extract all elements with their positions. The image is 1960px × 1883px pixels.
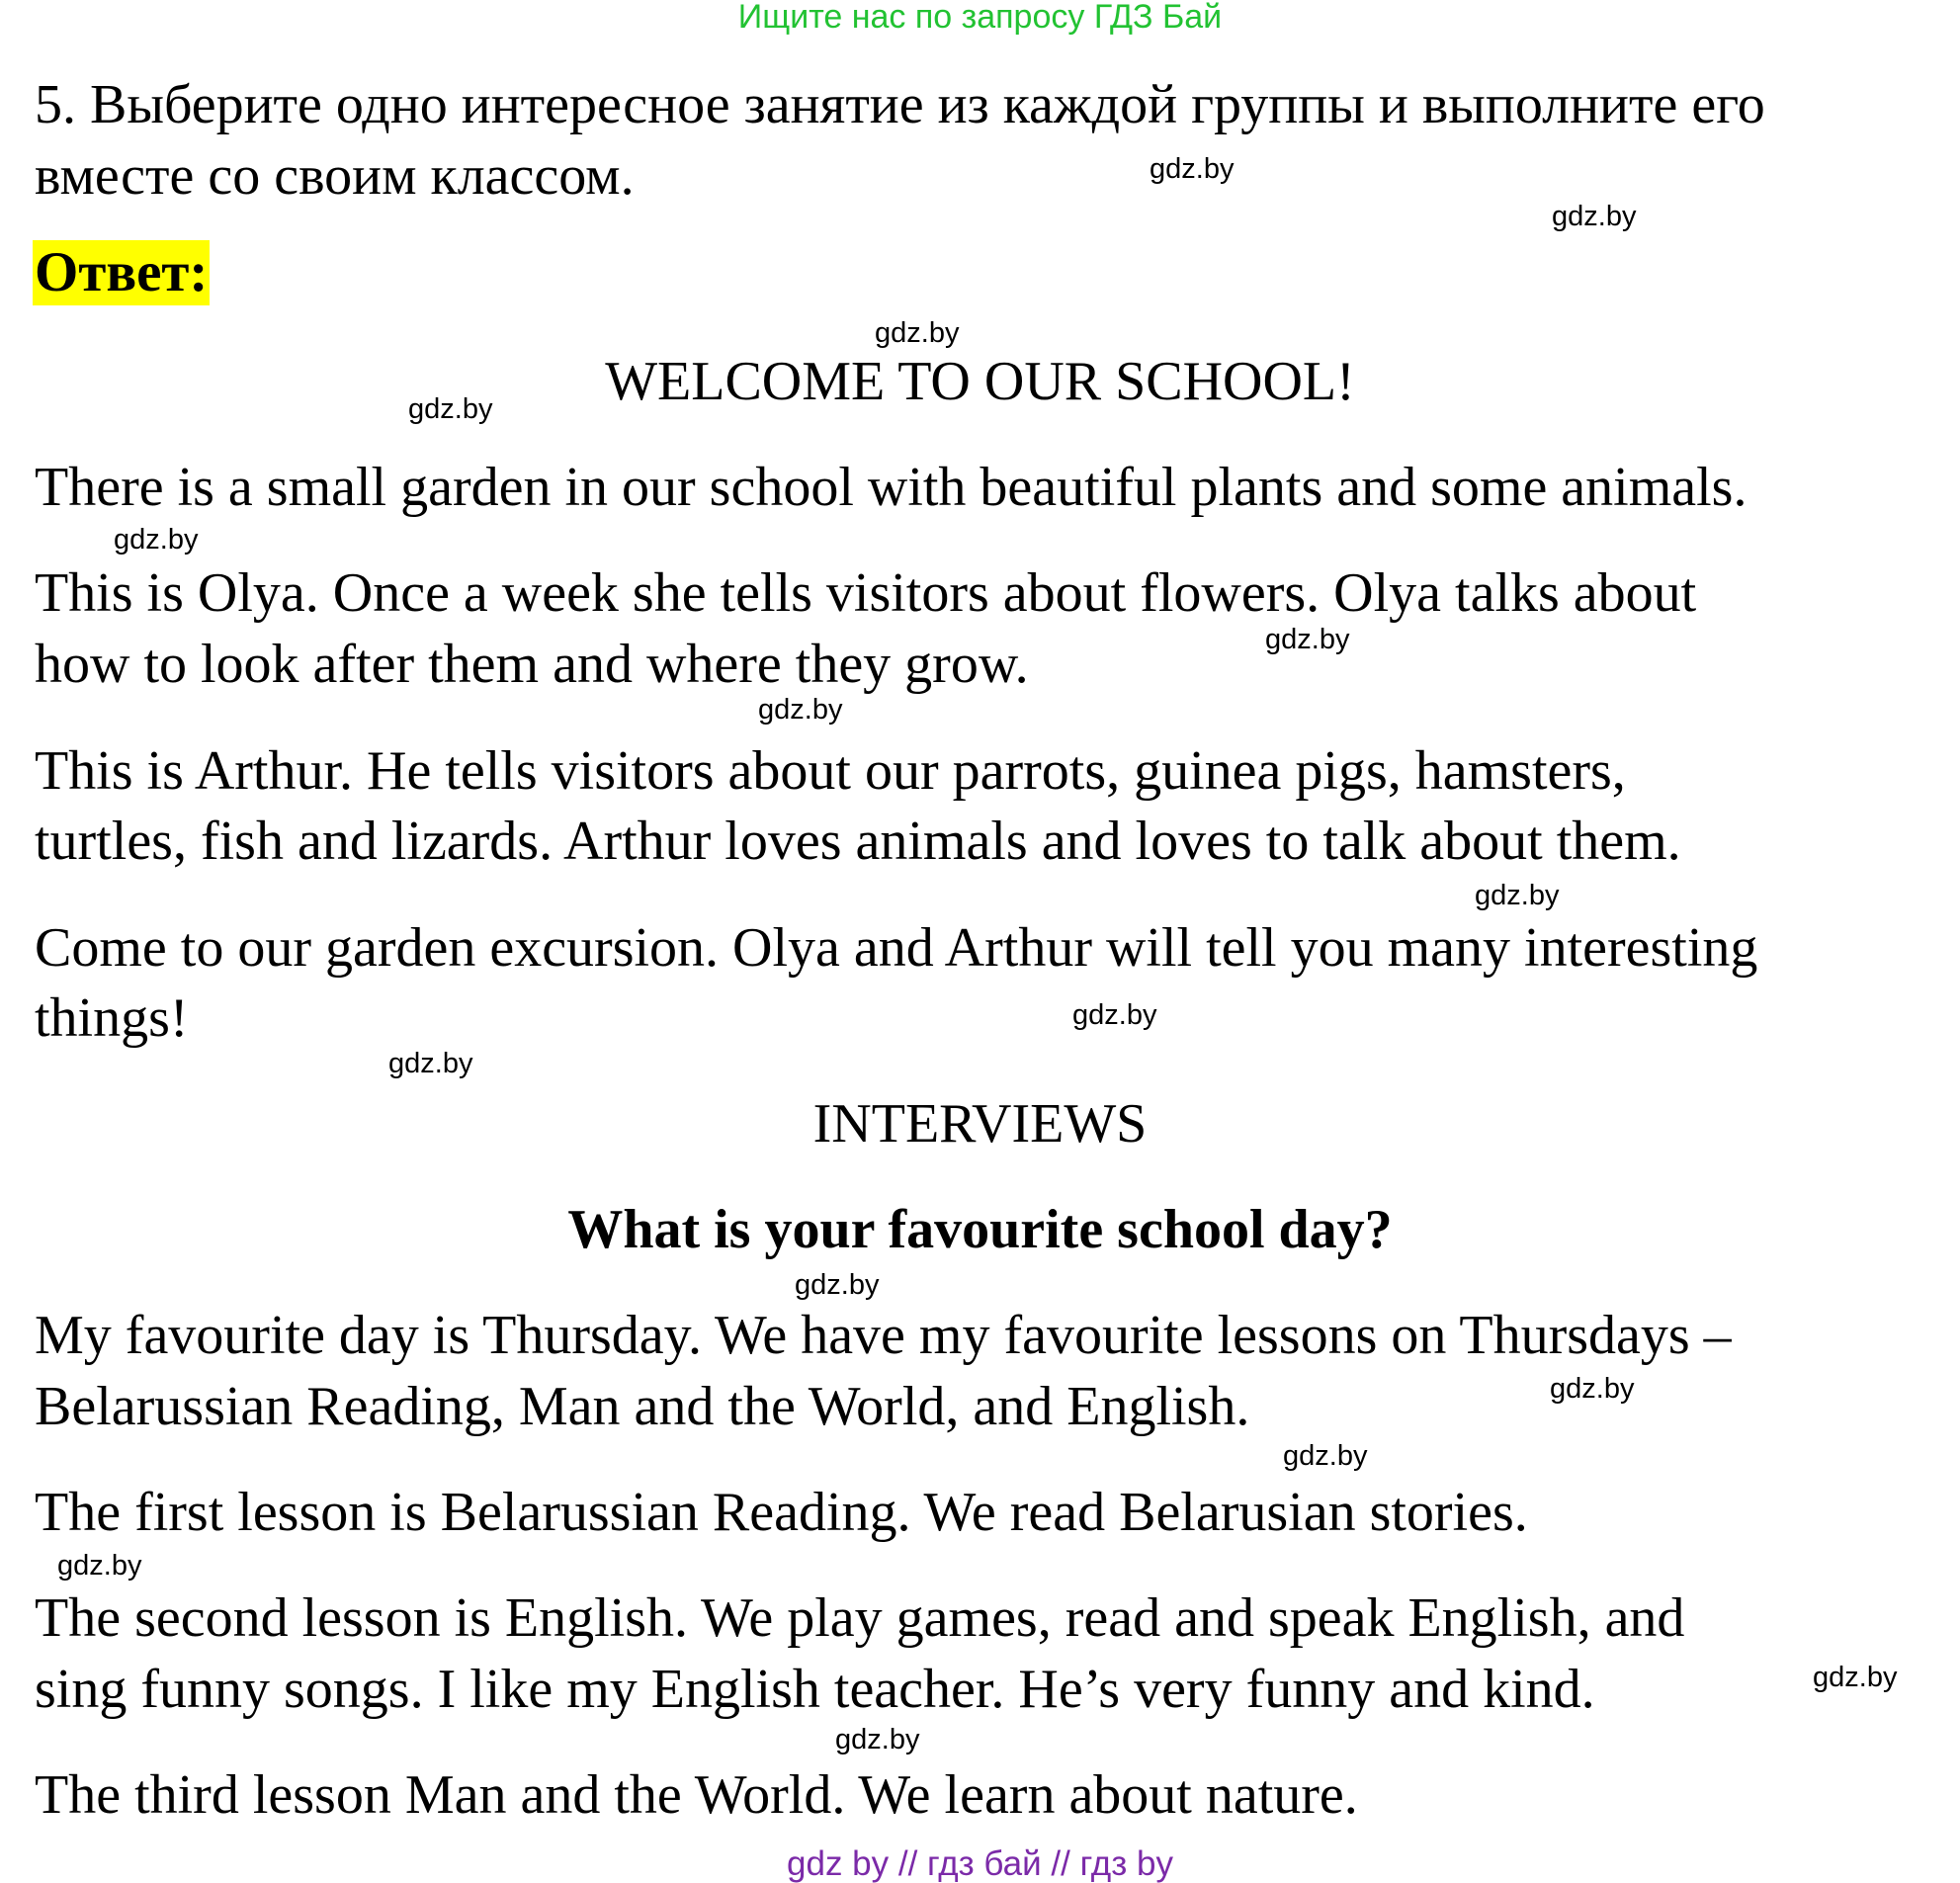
- welcome-paragraph-3-line-1: This is Arthur. He tells visitors about our parrots, guinea pigs, hamsters,: [35, 740, 1626, 802]
- interview-paragraph-3-line-2: sing funny songs. I like my English teacher. He’s very funny and kind.: [35, 1659, 1595, 1720]
- watermark: gdz.by: [1813, 1662, 1898, 1693]
- watermark: gdz.by: [1150, 153, 1235, 185]
- task-line-1: 5. Выберите одно интересное занятие из каждой группы и выполните его: [35, 74, 1765, 135]
- task-line-2: вместе со своим классом.: [35, 145, 635, 207]
- welcome-paragraph-1: There is a small garden in our school with beautiful plants and some animals.: [35, 457, 1747, 518]
- interview-paragraph-2: The first lesson is Belarussian Reading. We read Belarusian stories.: [35, 1482, 1528, 1543]
- watermark: gdz.by: [758, 694, 843, 726]
- interview-paragraph-1-line-1: My favourite day is Thursday. We have my favourite lessons on Thursdays –: [35, 1305, 1732, 1366]
- watermark: gdz.by: [1072, 999, 1157, 1031]
- watermark: gdz.by: [835, 1724, 920, 1755]
- watermark: gdz.by: [1265, 624, 1350, 655]
- welcome-paragraph-4-line-1: Come to our garden excursion. Olya and Arthur will tell you many interesting: [35, 917, 1758, 979]
- interviews-title: INTERVIEWS: [812, 1093, 1148, 1155]
- watermark: gdz.by: [1475, 880, 1560, 911]
- interview-paragraph-4: The third lesson Man and the World. We learn about nature.: [35, 1764, 1358, 1826]
- welcome-title: WELCOME TO OUR SCHOOL!: [605, 351, 1355, 412]
- watermark: gdz.by: [57, 1550, 142, 1582]
- watermark: gdz.by: [875, 317, 960, 349]
- welcome-paragraph-2-line-1: This is Olya. Once a week she tells visitors about flowers. Olya talks about: [35, 562, 1697, 624]
- welcome-paragraph-4-line-2: things!: [35, 987, 189, 1049]
- watermark: gdz.by: [795, 1269, 880, 1301]
- welcome-paragraph-2-line-2: how to look after them and where they grow.: [35, 634, 1029, 695]
- watermark: gdz.by: [1550, 1373, 1635, 1405]
- watermark: gdz.by: [1552, 201, 1637, 232]
- answer-label: Ответ:: [35, 241, 209, 303]
- welcome-paragraph-3-line-2: turtles, fish and lizards. Arthur loves animals and loves to talk about them.: [35, 811, 1681, 872]
- top-banner: Ищите нас по запросу ГДЗ Бай: [737, 0, 1223, 36]
- watermark: gdz.by: [114, 524, 199, 556]
- watermark: gdz.by: [1283, 1440, 1368, 1472]
- watermark: gdz.by: [388, 1048, 473, 1079]
- interview-paragraph-1-line-2: Belarussian Reading, Man and the World, and English.: [35, 1376, 1250, 1437]
- watermark: gdz.by: [408, 393, 493, 425]
- footer-links: gdz by // гдз бай // гдз by: [787, 1844, 1173, 1883]
- interviews-question: What is your favourite school day?: [567, 1199, 1393, 1260]
- interview-paragraph-3-line-1: The second lesson is English. We play games, read and speak English, and: [35, 1587, 1685, 1649]
